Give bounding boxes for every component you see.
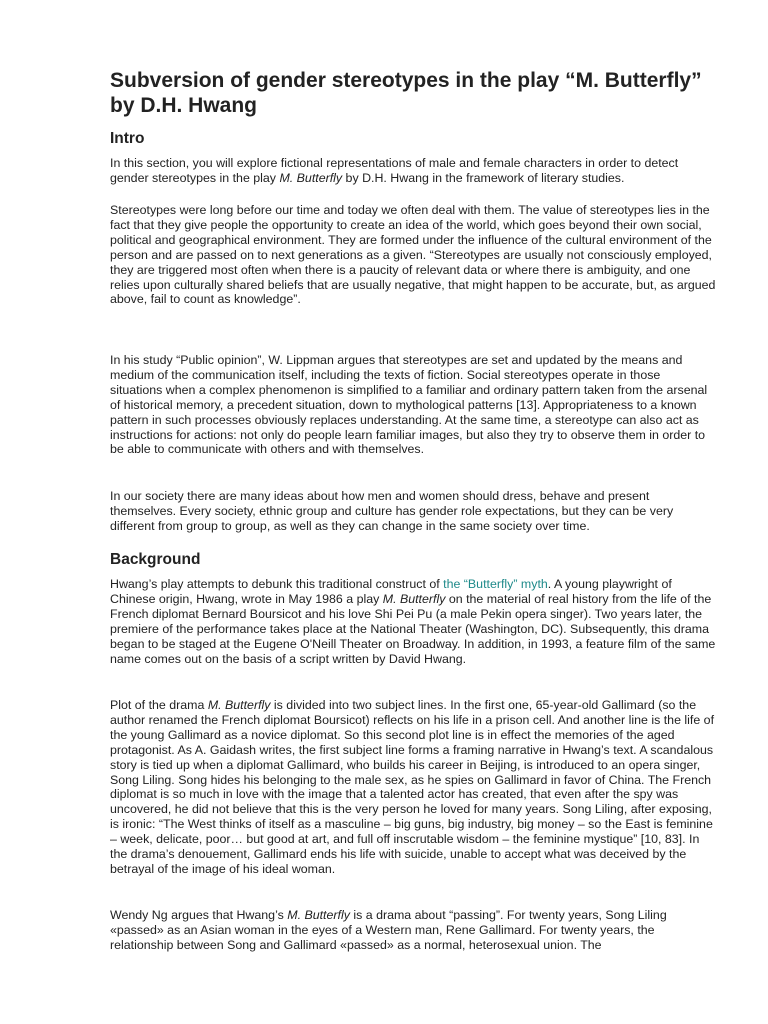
butterfly-myth-link[interactable]: the “Butterfly” myth xyxy=(443,577,548,591)
background-paragraph-1 xyxy=(110,577,716,666)
play-title-italic: M. Butterfly xyxy=(207,698,271,712)
text-run: Hwang’s play attempts to debunk this traditional construct of xyxy=(110,577,444,591)
play-title-italic: M. Butterfly xyxy=(279,170,343,185)
intro-paragraph-4: In our society there are many ideas about how men and women should dress, behave and present themselves. Every society, ethnic group and culture has gender role expectations, but they can be very different from group to group, as well as they can change in the same society over time. xyxy=(110,489,674,533)
play-title-italic: M. Butterfly xyxy=(382,591,446,606)
article-title: Subversion of gender stereotypes in the play “M. Butterfly” by D.H. Hwang xyxy=(110,69,702,117)
background-paragraph-3 xyxy=(110,908,716,953)
text-run: Wendy Ng argues that Hwang’s xyxy=(110,908,288,922)
play-title-italic: M. Butterfly xyxy=(287,908,350,922)
text-run: is a drama about “passing”. For twenty years, Song Liling «passed» as an Asian woman in the eyes of a Western man, Rene Gallimard. For twenty years, the relationship between Song and Gallimard «passed» as a normal, heterosexual union. The xyxy=(110,908,667,952)
intro-paragraph-2: Stereotypes were long before our time and today we often deal with them. The value of stereotypes lies in the fact that they give people the opportunity to create an idea of the world, which goes beyond their own social, political and geographical environment. They are formed under the influence of the cultural environment of the person and are passed on to next generations as a given. “Stereotypes are usually not consciously employed, they are triggered most often when there is a paucity of relevant data or where there is ambiguity, and one relies upon culturally shared beliefs that are usually negative, that might happen to be accurate, but, as argued above, fail to count as knowledge”. xyxy=(110,203,716,307)
text-run: . A young playwright of Chinese origin, Hwang, wrote in May 1986 a play xyxy=(110,577,672,606)
intro-paragraph-3: In his study “Public opinion”, W. Lippman argues that stereotypes are set and updated by the means and medium of the communication itself, including the texts of fiction. Social stereotypes operate in those situations when a complex phenomenon is simplified to a familiar and ordinary pattern taken from the arsenal of historical memory, a precedent situation, down to mythological patterns [13]. Appropriateness to a known pattern in such processes obviously replaces understanding. At the same time, a stereotype can also act as instructions for actions: not only do people learn familiar images, but also they try to observe them in order to be able to communicate with others and with themselves. xyxy=(110,353,708,457)
text-run: by D.H. Hwang in the framework of literary studies. xyxy=(342,170,625,185)
text-run: Plot of the drama xyxy=(110,698,208,712)
section-heading-background: Background xyxy=(110,551,201,568)
section-heading-intro: Intro xyxy=(110,130,145,147)
text-run: In this section, you will explore fictional representations of male and female characters in order to detect gender stereotypes in the play xyxy=(110,156,679,185)
text-run: on the material of real history from the life of the French diplomat Bernard Boursicot and his love Shi Pei Pu (a male Pekin opera singer). Two years later, the premiere of the performance takes place at the National Theater (Washington, DC). Subsequently, this drama began to be staged at the Eugene O'Neill Theater on Broadway. In addition, in 1993, a feature film of the same name comes out on the basis of a script written by David Hwang. xyxy=(110,591,716,666)
background-paragraph-2 xyxy=(110,698,716,877)
text-run: is divided into two subject lines. In the first one, 65-year-old Gallimard (so the author renamed the French diplomat Boursicot) reflects on his life in a prison cell. And another line is the life of the young Gallimard as a novice diplomat. So this second plot line is in effect the memories of the aged protagonist. As A. Gaidash writes, the first subject line forms a framing narrative in Hwang’s text. A scandalous story is tied up when a diplomat Gallimard, who builds his career in Beijing, is introduced to an opera singer, Song Liling. Song hides his belonging to the male sex, as he spies on Gallimard in favor of China. The French diplomat is so much in love with the image that a talented actor has created, that even after the spy was uncovered, he did not believe that this is the very person he loved for many years. Song Liling, after exposing, is ironic: “The West thinks of itself as a masculine – big guns, big industry, big money – so the East is feminine – week, delicate, poor… but good at art, and full off inscrutable wisdom – the feminine mystique” [10, 83]. In the drama’s denouement, Gallimard ends his life with suicide, unable to accept what was deceived by the betrayal of the image of his ideal woman. xyxy=(110,698,715,876)
intro-paragraph-1 xyxy=(110,156,716,186)
